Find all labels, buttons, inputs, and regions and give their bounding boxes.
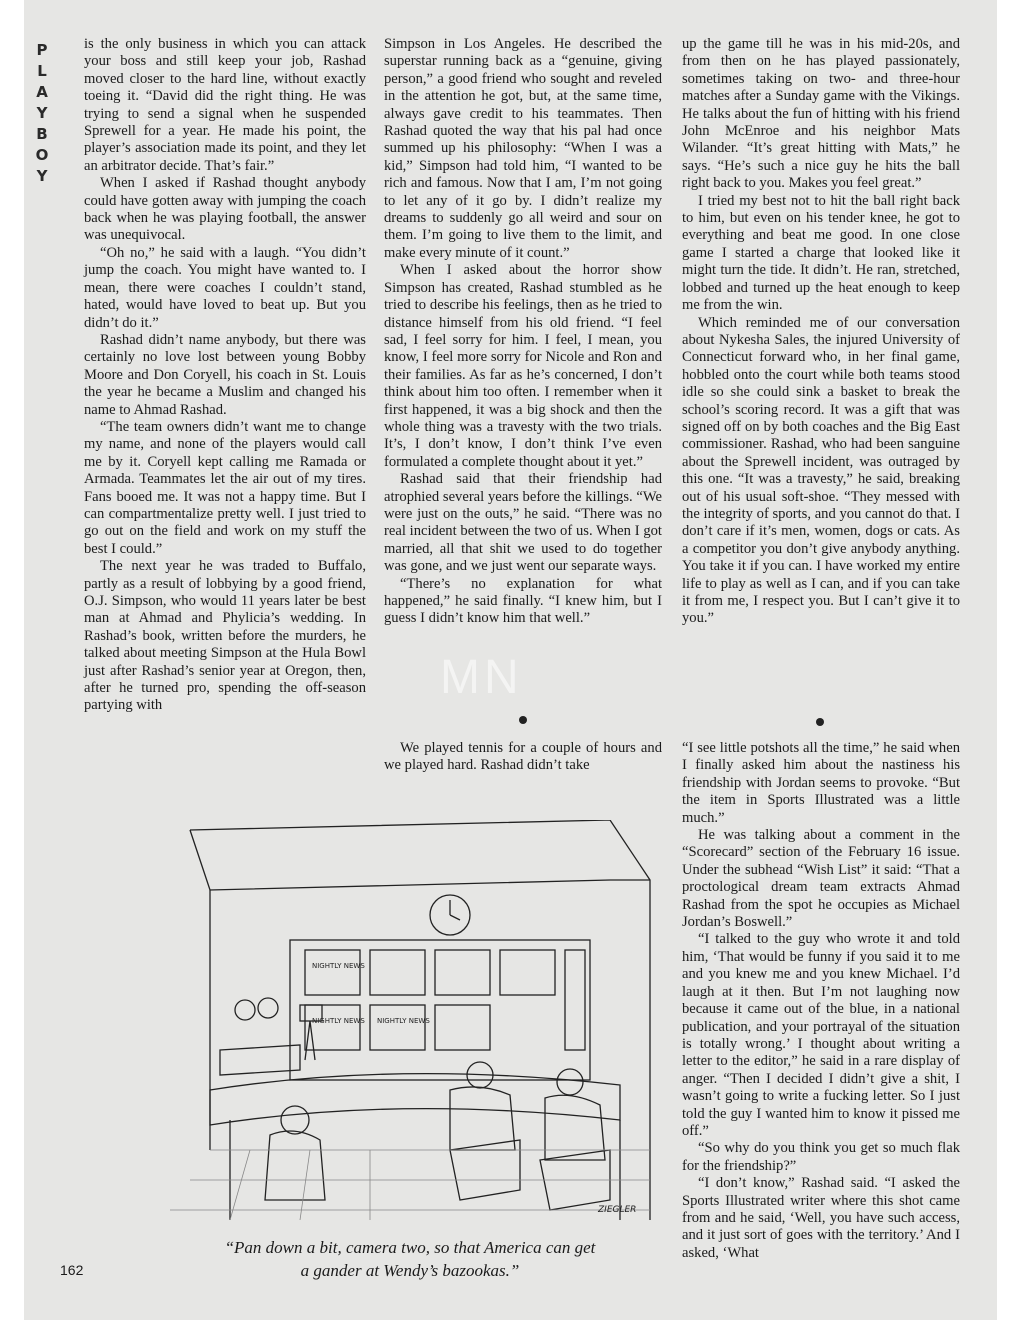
article-column-1	[84, 36, 366, 715]
news-monitor	[370, 1005, 425, 1050]
paragraph: Which reminded me of our conversation about Nykesha Sales, the injured University of Connecticut forward who, in her final game, hobbled onto the court while both teams stood idle so she could sink a basket to break the school’s scoring record. It was a gift that was signed off on by both coaches and the Big East commissioner. Rashad, who had been sanguine about the Sprewell incident, was outraged by this one. “It was a travesty,” he said, breaking out of his usual soft-shoe. “They messed with the integrity of sports, and you cannot do that. I don’t care if it’s men, women, dogs or cats. As a competitor you don’t give anybody anything. You take it if you can. I have worked my entire life to play as well as I can, and if you can take it from me, I respect you. But I can’t give it to you.”	[682, 314, 960, 627]
paragraph: “There’s no explanation for what happened,” he said finally. “I knew him, but I guess I didn’t know him that well.”	[384, 575, 662, 627]
paragraph: We played tennis for a couple of hours and we played hard. Rashad didn’t take	[384, 740, 662, 774]
svg-text:NIGHTLY NEWS: NIGHTLY NEWS	[377, 1017, 430, 1025]
paragraph: “I talked to the guy who wrote it and told him, ‘That would be funny if you said it to me and you knew me and you knew Michael. I’d laugh at it then. But I’m not laughing now because it came out of the blue, in a national publication, and your portrayal of the situation is totally wrong.’ I thought about writing a letter to the editor,” he said in a rare display of anger. “Then I decided I didn’t give a shit, I wasn’t going to write a fucking letter. So I just told the guy I wanted him to know it pissed me off.”	[682, 931, 960, 1139]
section-break-dot	[519, 716, 527, 724]
paragraph: “Oh no,” he said with a laugh. “You didn’t jump the coach. You might have wanted to. I mean, there were coaches I couldn’t stand, hated, would have loved to beat up. But you didn’t do it.”	[84, 244, 366, 331]
masthead-letter: Y	[36, 104, 48, 122]
masthead-letter: O	[35, 146, 49, 164]
paragraph: up the game till he was in his mid-20s, and from then on he has played passionately, sometimes taking on two- and three-hour matches after a Sunday game with the Vikings. He talks about the fun of hitting with his friend John McEnroe and his neighbor Mats Wilander. “It’s great hitting with Mats,” he says. “He’s such a nice guy he hits the ball right back to you. Makes you feel great.”	[682, 36, 960, 192]
masthead-letter: Y	[36, 167, 48, 185]
newsroom-cartoon	[150, 820, 670, 1220]
svg-text:NIGHTLY NEWS: NIGHTLY NEWS	[312, 1017, 365, 1025]
masthead-letter: B	[36, 125, 48, 143]
paragraph: “I see little potshots all the time,” he said when I finally asked him about the nastiness his friendship with Jordan seems to provoke. “But the item in Sports Illustrated was a little much.”	[682, 740, 960, 826]
caption-line: “Pan down a bit, camera two, so that America can get	[224, 1238, 596, 1257]
paragraph: Rashad said that their friendship had atrophied several years before the killings. “We were just on the outs,” he said. “There was no real incident between the two of us. When I got married, all that shit we used to do together was gone, and we just went our separate ways.	[384, 471, 662, 575]
paragraph: He was talking about a comment in the “Scorecard” section of the February 16 issue. Under the subhead “Wish List” it said: “That a proctological dream team extracts Ahmad Rashad from the spot he occupies as Michael Jordan’s Boswell.”	[682, 827, 960, 931]
svg-text:NIGHTLY NEWS: NIGHTLY NEWS	[312, 962, 365, 970]
page-number: 162	[60, 1262, 84, 1278]
section-break-dot	[816, 718, 824, 726]
paragraph: When I asked if Rashad thought anybody could have gotten away with jumping the coach back when he was playing football, the answer was unequivocal.	[84, 175, 366, 244]
clock-icon	[430, 895, 470, 935]
cartoon-caption	[150, 1236, 670, 1282]
paragraph: “So why do you think you get so much flak for the friendship?”	[682, 1140, 960, 1174]
paragraph: When I asked about the horror show Simpson has created, Rashad stumbled as he tried to describe his feelings, then as he tried to distance himself from his old friend. “I feel sad, I feel sorry for him. I feel, I mean, you know, I feel more sorry for Nicole and Ron and their families. As far as he’s concerned, I don’t think about him too often. I remember when it first happened, it was a big shock and then the whole thing was a travesty with the two trials. It’s, I don’t know, I don’t think I’ve even formulated a complete thought about it yet.”	[384, 262, 662, 470]
masthead-letter: L	[37, 62, 47, 80]
paragraph: I tried my best not to hit the ball right back to him, but even on his tender knee, he got to everything and beat me good. In one close game I started a charge that looked like it might turn the tide. It didn’t. He ran, stretched, lobbed and turned up the heat enough to keep me from the win.	[682, 192, 960, 314]
masthead-vertical	[30, 40, 54, 187]
article-column-2	[384, 36, 662, 628]
masthead-letter: A	[36, 83, 48, 101]
caption-line: a gander at Wendy’s bazookas.”	[300, 1261, 520, 1280]
paragraph: “I don’t know,” Rashad said. “I asked the Sports Illustrated writer where this shot came from and he said, ‘Well, you have such access, and it just sort of goes with the territory.’ And I asked, ‘What	[682, 1175, 960, 1261]
article-column-3-continued	[682, 740, 960, 1262]
article-column-2-continued	[384, 740, 662, 775]
masthead-letter: P	[36, 41, 48, 59]
article-column-3	[682, 36, 960, 628]
paragraph: is the only business in which you can attack your boss and still keep your job, Rashad moved closer to the hard line, without exactly toeing it. “David did the right thing. He was trying to send a signal when he suspended Sprewell for a year. He made his point, the player’s association made its point, and they let an arbitrator decide. That’s fair.”	[84, 36, 366, 174]
paragraph: Simpson in Los Angeles. He described the superstar running back as a “genuine, giving person,” a good friend who sought and reveled in the attention he got, but, at the same time, always gave credit to his teammates. Then Rashad quoted the way that his pal had once summed up his philosophy: “When I was a kid,” Simpson had told him, “I wanted to be rich and famous. Now that I am, I’m not going to let any of it go by. I didn’t realize my dreams to suddenly go all weird and sour on them. I’m going to live them to the limit, and make every minute of it count.”	[384, 36, 662, 261]
paragraph: The next year he was traded to Buffalo, partly as a result of lobbying by a good friend, O.J. Simpson, who would 11 years later be best man at Ahmad and Phylicia’s wedding. In Rashad’s book, written before the murders, he talked about meeting Simpson at the Hula Bowl just after Rashad’s senior year at Oregon, then, after he turned pro, spending the off-season partying with	[84, 558, 366, 714]
paragraph: Rashad didn’t name anybody, but there was certainly no love lost between young Bobby Moore and Don Coryell, his coach in St. Louis the year he became a Muslim and changed his name to Ahmad Rashad.	[84, 331, 366, 418]
paragraph: “The team owners didn’t want me to change my name, and none of the players would call me by it. Coryell kept calling me Ramada or Armada. Teammates let the air out of my tires. Fans booed me. It was not a happy time. But I can compartmentalize pretty well. I just tried to go out on the field and work on my stuff the best I could.”	[84, 418, 366, 557]
watermark: MN	[440, 651, 523, 704]
news-monitor	[305, 950, 360, 995]
cartoonist-signature: ZIEGLER	[598, 1205, 637, 1215]
